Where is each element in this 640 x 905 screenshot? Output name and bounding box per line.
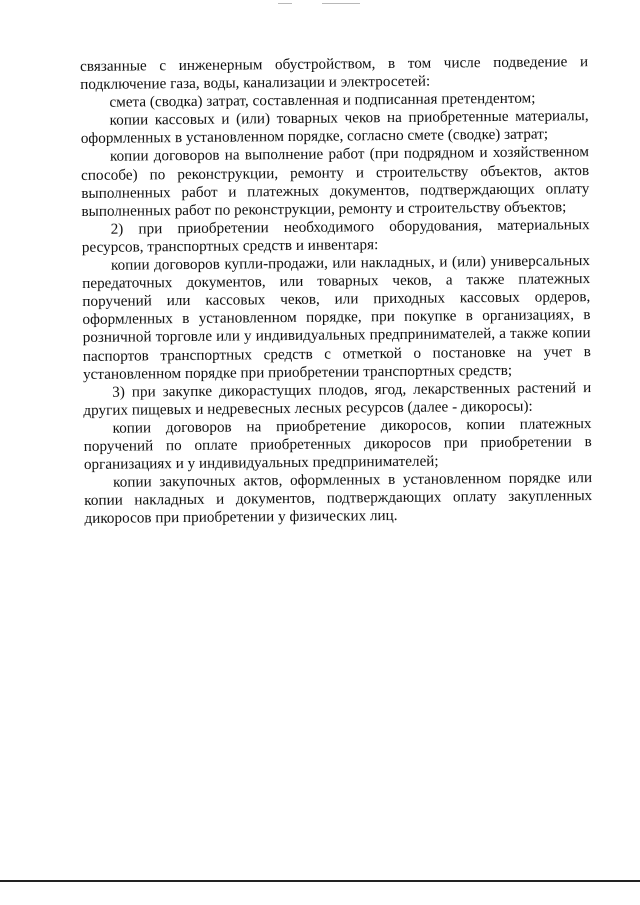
paragraph-cost-estimate: смета (сводка) затрат, составленная и подписанная претендентом; <box>109 89 536 111</box>
paragraph-purchase-contracts: копии договоров купли-продажи, или накладных, и (или) универсальных передаточных документов, или товарных чеков, а также платежных поручений или кассовых чеков, или приходных кассовых ордеров, оформленных в установленном порядке, при покупке в организациях, в розничной торговле или у индивидуальных предпринимателей, а также копии паспортов транспортных средств с отметкой о постановке на учет в установленном порядке при приобретении транспортных средств; <box>82 252 591 383</box>
bottom-edge-rule <box>0 880 640 882</box>
scan-artifact-marks <box>270 2 390 6</box>
paragraph-wild-contracts: копии договоров на приобретение дикоросов, копии платежных поручений по оплате приобретенных дикоросов при приобретении в организациях и у индивидуальных предпринимателей; <box>83 414 592 474</box>
paragraph-item-2-equipment: 2) при приобретении необходимого оборудования, материальных ресурсов, транспортных средств и инвентаря: <box>81 215 590 256</box>
paragraph-purchase-acts: копии закупочных актов, оформленных в установленном порядке или копии накладных и документов, подтверждающих оплату закупленных дикоросов при приобретении у физических лиц. <box>84 469 593 528</box>
paragraph-receipts-copies: копии кассовых и (или) товарных чеков на приобретенные материалы, оформленных в установленном порядке, согласно смете (сводке) затрат; <box>80 107 589 148</box>
paragraph-item-3-wild-resources: 3) при закупке дикорастущих плодов, ягод, лекарственных растений и других пищевых и недревесных лесных ресурсов (далее - дикоросы): <box>83 378 592 419</box>
paragraph-utilities-intro: связанные с инженерным обустройством, в том числе подведение и подключение газа, воды, канализации и электросетей: <box>80 53 589 94</box>
paragraph-work-contracts: копии договоров на выполнение работ (при подрядном и хозяйственном способе) по реконструкции, ремонту и строительству объектов, актов выполненных работ и платежных документов, подтверждающих оплату выполненных работ по реконструкции, ремонту и строительству объектов; <box>81 143 590 220</box>
document-body <box>80 53 592 528</box>
